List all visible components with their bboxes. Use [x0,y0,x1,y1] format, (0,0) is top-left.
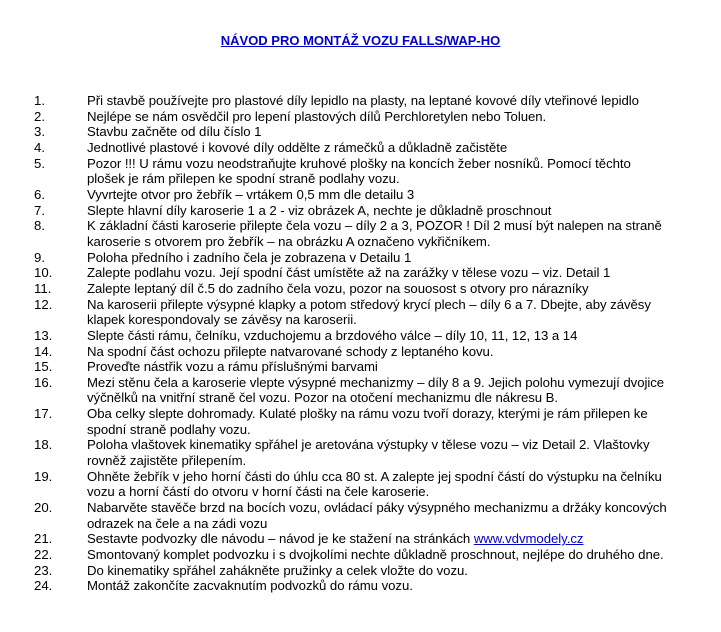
list-item [34,297,714,328]
list-item [34,156,714,187]
item-text: Poloha vlaštovek kinematiky spřáhel je aretována výstupky v tělese vozu – viz Detail 2. Vlaštovky rovněž zajistěte přilepením. [87,437,650,469]
list-item [34,187,714,203]
item-text: Při stavbě používejte pro plastové díly lepidlo na plasty, na leptané kovové díly vteřinové lepidlo [87,93,639,108]
item-number: 22. [34,547,53,563]
document-title: NÁVOD PRO MONTÁŽ VOZU FALLS/WAP-HO [220,33,501,48]
item-number: 8. [34,218,45,234]
list-item [34,500,714,531]
list-item [34,547,714,563]
item-text: Montáž zakončíte zacvaknutím podvozků do rámu vozu. [87,578,413,594]
list-item [34,437,714,468]
list-item [34,578,714,594]
item-number: 5. [34,155,45,171]
list-item [34,328,714,344]
item-text: Pozor !!! U rámu vozu neodstraňujte kruhové plošky na koncích žeber nosníků. Pomocí těchto plošek je rám přilepen ke spodní straně podlahy vozu. [87,155,631,187]
list-item [34,406,714,437]
list-item [34,531,714,547]
item-number: 21. [34,531,53,547]
item-number: 12. [34,296,53,312]
item-text: Na spodní část ochozu přilepte natvarované schody z leptaného kovu. [87,343,494,359]
list-item [34,281,714,297]
item-number: 23. [34,562,53,578]
list-item [34,218,714,249]
item-number: 9. [34,249,45,265]
item-text: Nabarvěte stavěče brzd na bocích vozu, ovládací páky výsypného mechanizmu a držáky koncových odrazek na čele a na zádi vozu [87,500,667,531]
list-item [34,359,714,375]
instruction-list [34,93,714,594]
item-number: 7. [34,202,45,218]
item-number: 2. [34,108,45,124]
item-number: 6. [34,186,45,202]
item-number: 20. [34,500,53,516]
list-item [34,140,714,156]
list-item [34,563,714,579]
list-item [34,93,714,109]
list-item [34,250,714,266]
item-text: Do kinematiky spřáhel zahákněte pružinky a celek vložte do vozu. [87,562,468,578]
item-text: Zalepte leptaný díl č.5 do zadního čela vozu, pozor na souosost s otvory pro nárazníky [87,280,589,296]
list-item [34,375,714,406]
list-item [34,265,714,281]
list-item [34,203,714,219]
item-number: 1. [34,93,45,108]
item-number: 10. [34,265,53,281]
item-number: 24. [34,578,53,594]
list-item [34,344,714,360]
list-item [34,124,714,140]
item-number: 17. [34,406,53,422]
item-text: Stavbu začněte od dílu číslo 1 [87,124,262,140]
item-text: Vyvrtejte otvor pro žebřík – vrtákem 0,5 mm dle detailu 3 [87,186,415,202]
item-number: 15. [34,359,53,375]
website-link[interactable]: www.vdvmodely.cz [473,531,584,547]
item-number: 11. [34,280,52,296]
item-text: Mezi stěnu čela a karoserie vlepte výsypné mechanizmy – díly 8 a 9. Jejich polohu vymezují dvojice výčnělků na vnitřní straně čel vozu. Pozor na otočení mechanizmu dle nákresu B. [87,374,665,406]
item-text: K základní části karoserie přilepte čela vozu – díly 2 a 3, POZOR ! Díl 2 musí být nalepen na straně karoserie s otvorem pro žebřík – na obrázku A označeno vykřičníkem. [87,218,662,249]
item-text: Slepte hlavní díly karoserie 1 a 2 - viz obrázek A, nechte je důkladně proschnout [87,202,552,218]
item-number: 13. [34,327,53,343]
item-text [87,531,714,547]
list-item [34,109,714,125]
item-number: 19. [34,468,53,484]
item-text: Nejlépe se nám osvědčil pro lepení plastových dílů Perchloretylen nebo Toluen. [87,108,547,124]
item-number: 16. [34,374,53,390]
item-text: Poloha předního i zadního čela je zobrazena v Detailu 1 [87,249,412,265]
item-text: Na karoserii přilepte výsypné klapky a potom středový krycí plech – díly 6 a 7. Dbejte, aby závěsy klapek korespondovaly se závěsy na karoserii. [87,296,651,328]
item-text: Slepte části rámu, čelníku, vzduchojemu a brzdového válce – díly 10, 11, 12, 13 a 14 [87,327,578,343]
item-text: Jednotlivé plastové i kovové díly oddělte z rámečků a důkladně začistěte [87,139,508,155]
item-text-prefix: Sestavte podvozky dle návodu – návod je ke stažení na stránkách [87,531,474,547]
item-text: Ohněte žebřík v jeho horní části do úhlu cca 80 st. A zalepte jej spodní částí do výstupku na čelníku vozu a horní částí do otvoru v horní části na čele karoserie. [87,468,662,500]
item-text: Zalepte podlahu vozu. Její spodní část umístěte až na zarážky v tělese vozu – viz. Detail 1 [87,265,611,281]
list-item [34,469,714,500]
item-text: Oba celky slepte dohromady. Kulaté plošky na rámu vozu tvoří dorazy, kterými je rám přilepen ke spodní straně podlahy vozu. [87,406,648,437]
item-number: 18. [34,437,53,453]
item-text: Smontovaný komplet podvozku i s dvojkolími nechte důkladně proschnout, nejlépe do druhého dne. [87,547,664,563]
item-number: 14. [34,343,53,359]
item-text: Proveďte nástřik vozu a rámu příslušnými barvami [87,359,378,375]
item-number: 4. [34,139,45,155]
item-number: 3. [34,124,45,140]
